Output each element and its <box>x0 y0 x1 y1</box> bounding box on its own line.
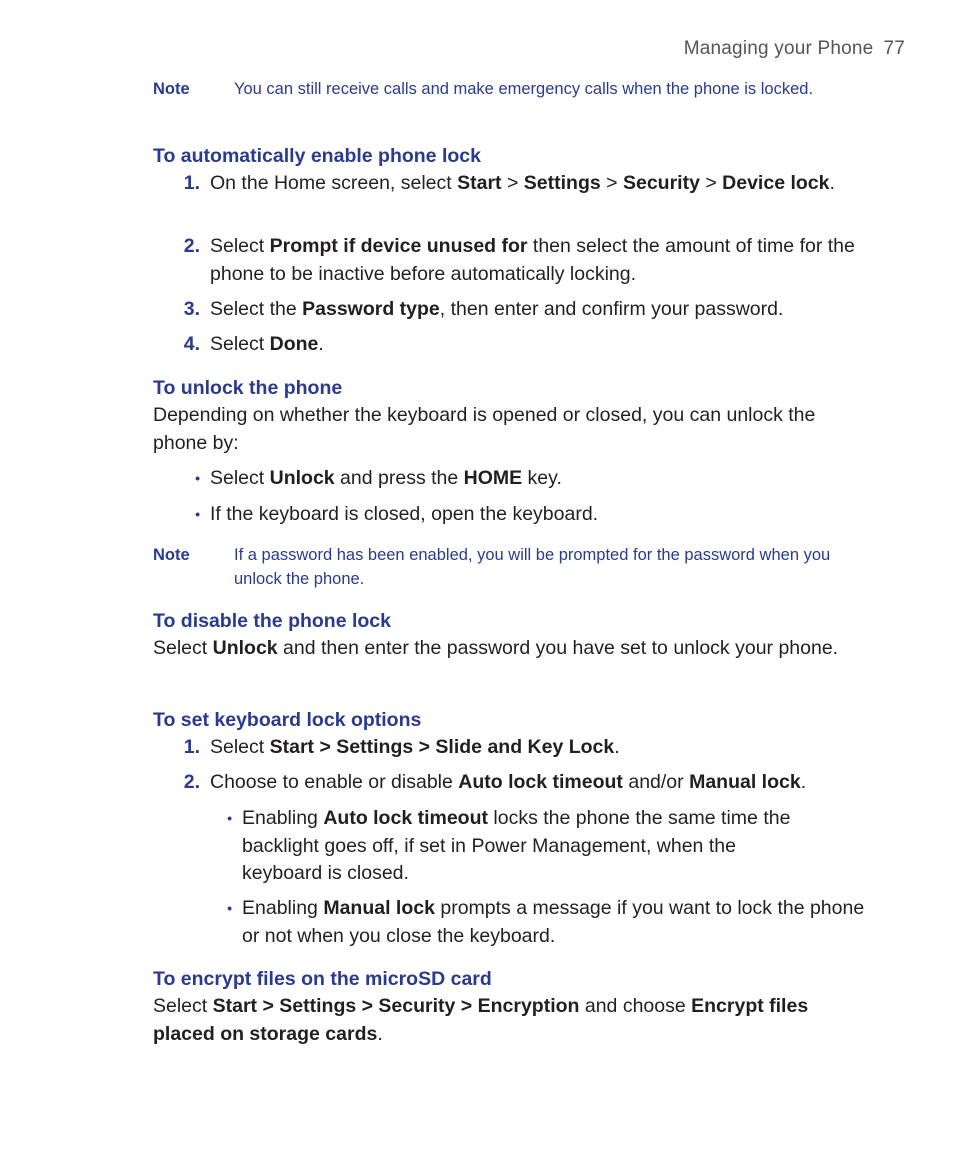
step-2-auto-manual <box>153 769 873 797</box>
step-number: 2. <box>183 771 200 793</box>
step-text: On the Home screen, select Start > Settings > Security > Device lock. <box>210 172 835 194</box>
step-text: Select Prompt if device unused for then select the amount of time for the phone to be inactive before automatically locking. <box>210 235 855 285</box>
step-2-prompt-unused <box>153 233 868 288</box>
disable-lock-text: Select Unlock and then enter the password you have set to unlock your phone. <box>153 637 839 659</box>
bullet-unlock-home <box>153 465 868 493</box>
bullet-text: If the keyboard is closed, open the keyboard. <box>210 503 599 525</box>
step-text: Select Start > Settings > Slide and Key Lock. <box>210 736 620 758</box>
bullet-marker: • <box>227 810 232 826</box>
heading-disable-lock: To disable the phone lock <box>153 610 391 632</box>
sub-bullet-auto-lock <box>185 805 837 888</box>
bullet-open-keyboard <box>153 501 868 529</box>
step-4-done <box>153 331 868 359</box>
bullet-marker: • <box>195 470 200 486</box>
heading-unlock-phone: To unlock the phone <box>153 377 343 399</box>
step-number: 4. <box>183 333 200 355</box>
bullet-marker: • <box>227 900 232 916</box>
heading-auto-enable-lock: To automatically enable phone lock <box>153 145 481 167</box>
note-text: You can still receive calls and make emergency calls when the phone is locked. <box>234 80 814 98</box>
page-number: 77 <box>883 38 905 59</box>
step-text: Select Done. <box>210 333 324 355</box>
sub-bullet-manual-lock <box>185 895 873 950</box>
step-1-slide-key-lock <box>153 734 868 762</box>
step-1-device-lock <box>153 170 853 198</box>
bullet-text: Select Unlock and press the HOME key. <box>210 467 562 489</box>
step-text: Choose to enable or disable Auto lock timeout and/or Manual lock. <box>210 771 807 793</box>
note-password-prompt <box>153 543 873 591</box>
note-calls-when-locked <box>153 77 873 101</box>
bullet-text: Enabling Auto lock timeout locks the phone the same time the backlight goes off, if set in Power Management, when the keyboard is closed. <box>242 807 791 884</box>
heading-encrypt-files: To encrypt files on the microSD card <box>153 968 492 990</box>
step-number: 2. <box>183 235 200 257</box>
bullet-text: Enabling Manual lock prompts a message if you want to lock the phone or not when you close the keyboard. <box>242 897 865 947</box>
note-text: If a password has been enabled, you will be prompted for the password when you unlock the phone. <box>234 546 831 588</box>
step-3-password-type <box>153 296 868 324</box>
running-header <box>684 38 905 60</box>
step-number: 3. <box>183 298 200 320</box>
step-number: 1. <box>183 736 200 758</box>
note-label: Note <box>153 80 190 98</box>
heading-keyboard-lock: To set keyboard lock options <box>153 709 422 731</box>
unlock-intro: Depending on whether the keyboard is opened or closed, you can unlock the phone by: <box>153 404 816 454</box>
running-header-section: Managing your Phone <box>683 38 874 59</box>
note-label: Note <box>153 546 190 564</box>
bullet-marker: • <box>195 506 200 522</box>
step-text: Select the Password type, then enter and confirm your password. <box>210 298 784 320</box>
encrypt-files-text: Select Start > Settings > Security > Encryption and choose Encrypt files placed on storage cards. <box>153 995 809 1045</box>
step-number: 1. <box>183 172 200 194</box>
